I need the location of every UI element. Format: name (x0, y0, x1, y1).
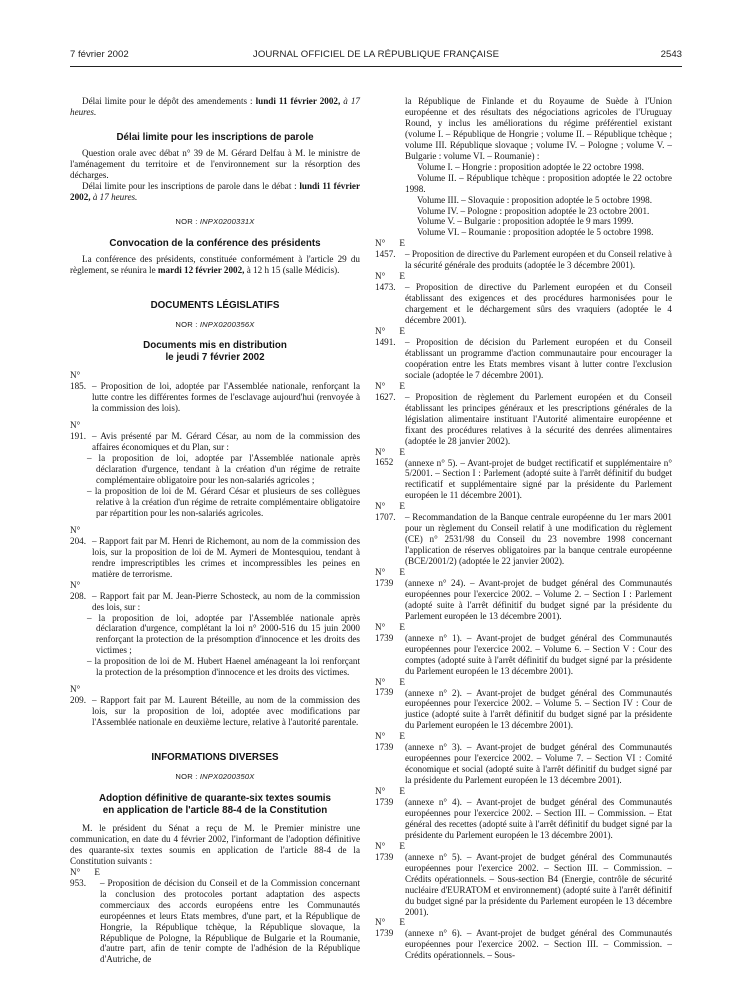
volume-6 (375, 227, 672, 238)
entry-e1739-annexe-4 (375, 786, 672, 841)
parole-deadline (70, 181, 360, 203)
entry-text: (annexe n° 24). – Avant-projet de budget général des Communautés européennes pour l'exercice 2002. – Volume 2. – Section I : Parlement (adopté suite à l'arrêt définitif du budget signé par la présidente du Parlement européen le 13 décembre 2001). (405, 577, 672, 621)
entry-e1707 (375, 501, 672, 567)
nor-reference-3 (70, 772, 360, 783)
entry-text: (annexe n° 2). – Avant-projet de budget général des Communautés européennes pour l'exercice 2002. – Volume 5. – Section IV : Cour de justice (adopté suite à l'arrêt définitif du budget signé par la présidente du Parlement européen le 13 décembre 2001). (405, 687, 672, 731)
volume-text: République tchèque : proposition adoptée le 22 octobre 1998. (405, 172, 672, 194)
header-date: 7 février 2002 (70, 49, 129, 60)
nor-code: INPX0200356X (199, 319, 255, 329)
entry-e1739-annexe-3 (375, 731, 672, 786)
entry-number: N° E 1739 (375, 840, 405, 862)
informations-heading: INFORMATIONS DIVERSES (151, 752, 279, 764)
page-header (70, 49, 682, 63)
entry-text: – Proposition de règlement du Parlement européen et du Conseil établissant les principes généraux et les prescriptions générales de la législation alimentaire instituant l'Autorité alimentaire européenne et fixant des procédures relatives à la sécurité des denrées alimentaires (adoptée le 28 janvier 2002). (405, 391, 672, 446)
volume-text: Hongrie : proposition adoptée le 22 octobre 1998. (461, 161, 644, 172)
entry-text: – Proposition de directive du Parlement européen et du Conseil établissant des exigences et des procédures harmonisées pour le chargement et le déchargement sûrs des vraquiers (adoptée le 4 décembre 2001). (405, 282, 672, 326)
entry-e1627 (375, 381, 672, 447)
entry-number: N° E 953. (70, 866, 100, 888)
entry-e1491 (375, 326, 672, 381)
nor-label: NOR : (175, 216, 200, 226)
entry-number: N° E 1739 (375, 621, 405, 643)
volume-1 (375, 162, 672, 173)
volume-label: Volume VI. – (417, 227, 469, 238)
entry-text: (annexe n° 3). – Avant-projet de budget général des Communautés européennes pour l'exercice 2002. – Volume 7. – Section VI : Comité économique et social (adopté suite à l'arrêt définitif du budget signé par la présidente du Parlement européen le 13 décembre 2001). (405, 742, 672, 786)
volume-text: Bulgarie : proposition adoptée le 9 mars 1999. (464, 216, 634, 227)
document-entry-e953 (70, 867, 360, 966)
journal-title: JOURNAL OFFICIEL DE LA RÉPUBLIQUE FRANÇAISE (252, 49, 500, 60)
nor-label: NOR : (175, 319, 200, 329)
document-entry-185 (70, 370, 360, 414)
entry-text: (annexe n° 1). – Avant-projet de budget général des Communautés européennes pour l'exercice 2002. – Volume 6. – Section V : Cour des comptes (adopté suite à l'arrêt définitif du budget signé par la présidente du Parlement européen le 13 décembre 2001). (405, 632, 672, 676)
entry-208-item-1: – la proposition de loi, adoptée par l'Assemblée nationale après déclaration d'urgence, complétant la loi n° 2000-516 du 15 juin 2000 renforçant la protection de la présomption d'innocence et les droits des victimes ; (87, 612, 360, 656)
entry-number: N° E 1739 (375, 917, 405, 939)
parole-deadline-time: à 17 heures. (92, 191, 138, 202)
parole-deadline-date: lundi 11 février 2002, (70, 180, 360, 202)
adoption-heading-line2: en application de l'article 88-4 de la Constitution (102, 804, 328, 816)
conference-date: mardi 12 février 2002, (157, 264, 245, 275)
volume-2 (375, 173, 672, 195)
documents-heading: DOCUMENTS LÉGISLATIFS (150, 299, 280, 311)
entry-text: – Proposition de décision du Parlement européen et du Conseil établissant un programme d'action communautaire pour encourager la coopération entre les Etats membres visant à lutter contre l'exclusion sociale (adoptée le 7 décembre 2001). (405, 336, 672, 380)
conference-text-a: La conférence des présidents, constituée conformément à l'article 29 du règlement, se réunira le (70, 253, 360, 275)
entry-number: N° 208. (70, 579, 86, 601)
document-entry-204 (70, 525, 360, 580)
nor-reference-2 (70, 320, 360, 331)
volume-3 (375, 195, 672, 206)
entry-number: N° E 1739 (375, 566, 405, 588)
entry-e1739-annexe-6 (375, 917, 672, 961)
nor-code: INPX0200331X (199, 216, 255, 226)
adoption-heading-line1: Adoption définitive de quarante-six textes soumis (99, 792, 331, 804)
entry-text: (annexe n° 5). – Avant-projet de budget rectificatif et supplémentaire n° 5/2001. – Section I : Parlement (adopté suite à l'arrêt définitif du budget rectificatif et supplémentaire signé par la présidente du Parlement européen le 11 décembre 2001). (405, 457, 672, 501)
entry-text: (annexe n° 5). – Avant-projet de budget général des Communautés européennes pour l'exercice 2002. – Section III. – Commission. – Crédits opérationnels. – Sous-section B4 (Energie, contrôle de sécurité nucléaire d'EURATOM et environnement) (adopté suite à l'arrêt définitif du budget signé par la présidente du Parlement européen le 13 décembre 2001). (405, 851, 672, 917)
entry-e1473 (375, 271, 672, 326)
entry-text: (annexe n° 6). – Avant-projet de budget général des Communautés européennes pour l'exercice 2002. – Section III. – Commission. – Crédits opérationnels. – Sous- (405, 928, 672, 961)
entry-e1739-annexe-1 (375, 622, 672, 677)
entry-text: – Rapport fait par M. Laurent Béteille, au nom de la commission des lois, sur la proposition de loi, adoptée avec modifications par l'Assemblée nationale en deuxième lecture, relative à l'autorité parentale. (92, 695, 360, 728)
entry-e1652 (375, 447, 672, 502)
parole-question: Question orale avec débat n° 39 de M. Gérard Delfau à M. le ministre de l'aménagement du territoire et de l'environnement sur la résorption des décharges. (70, 147, 360, 180)
entry-number: N° 209. (70, 684, 86, 706)
entry-text: – Proposition de décision du Conseil et de la Commission concernant la conclusion des protocoles portant adaptation des aspects commerciaux des accords européens entre les Communautés européennes et leurs Etats membres, d'une part, et la République de Hongrie, la République tchèque, la République slovaque, la République de Pologne, la République de Bulgarie et la Roumanie, d'autre part, afin de tenir compte de l'adhésion de la République d'Autriche, de (100, 877, 360, 965)
adoption-intro: M. le président du Sénat a reçu de M. le Premier ministre une communication, en date du 4 février 2002, l'informant de l'adoption définitive des quarante-six textes soumis en application de l'article 88-4 de la Constitution suivants : (70, 822, 360, 866)
entry-text: – Proposition de directive du Parlement européen et du Conseil relative à la sécurité générale des produits (adoptée le 3 décembre 2001). (405, 249, 672, 271)
entry-number: N° E 1491. (375, 326, 405, 347)
entry-number: N° E 1739 (375, 731, 405, 753)
entry-text: – Rapport fait par M. Henri de Richemont, au nom de la commission des lois, sur la proposition de loi de M. Aymeri de Montesquiou, tendant à rendre imprescriptibles les crimes et incompressibles les peines en matière de terrorisme. (92, 535, 360, 579)
amendments-label: Délai limite pour le dépôt des amendements : (82, 96, 256, 106)
nor-code: INPX0200350X (199, 772, 255, 782)
amendments-time: à 17 heures. (70, 96, 360, 117)
entry-text: – Avis présenté par M. Gérard César, au nom de la commission des affaires économiques et du Plan, sur : (92, 431, 360, 453)
entry-number: N° E 1707. (375, 501, 405, 523)
entry-e1739-annexe-2 (375, 677, 672, 732)
conference-text (70, 254, 360, 276)
entry-number: N° 185. (70, 370, 86, 392)
volume-label: Volume I. – (417, 161, 462, 172)
volume-text: Pologne : proposition adoptée le 23 octobre 2001. (467, 205, 650, 216)
entry-number: N° 204. (70, 524, 86, 546)
amendments-deadline (70, 96, 360, 118)
entry-e1457 (375, 238, 672, 271)
entry-text: – Rapport fait par M. Jean-Pierre Schosteck, au nom de la commission des lois, sur : (92, 590, 360, 612)
entry-number: N° E 1739 (375, 786, 405, 807)
volume-label: Volume II. – (417, 172, 467, 183)
entry-208-item-2: – la proposition de loi de M. Hubert Haenel aménageant la loi renforçant la protection de la présomption d'innocence et les droits des victimes. (87, 656, 360, 678)
entry-number: N° E 1457. (375, 238, 405, 260)
entry-text: (annexe n° 4). – Avant-projet de budget général des Communautés européennes pour l'exercice 2002. – Section III. – Commission. – Etat général des recettes (adopté suite à l'arrêt définitif du budget signé par la présidente du Parlement européen le 13 décembre 2001). (405, 797, 672, 840)
volume-4 (375, 206, 672, 217)
volume-text: Slovaquie : proposition adoptée le 5 octobre 1998. (468, 194, 653, 205)
left-column (70, 96, 360, 965)
entry-number: N° E 1652 (375, 446, 405, 468)
parole-deadline-label: Délai limite pour les inscriptions de parole dans le débat : (82, 180, 297, 191)
conference-heading: Convocation de la conférence des présidents (109, 237, 321, 249)
parole-heading: Délai limite pour les inscriptions de parole (116, 131, 314, 143)
entry-number: N° E 1739 (375, 676, 405, 698)
entry-191-item-2: – la proposition de loi de M. Gérard César et plusieurs de ses collègues relative à la création d'un régime de retraite complémentaire obligatoire par répartition pour les non-salariés agricoles. (87, 486, 360, 518)
volume-5 (375, 216, 672, 227)
conference-text-c: à 12 h 15 (salle Médicis). (244, 264, 340, 275)
nor-label: NOR : (175, 772, 200, 782)
entry-number: N° E 1627. (375, 380, 405, 402)
volume-text: Roumanie : proposition adoptée le 5 octobre 1998. (468, 227, 654, 238)
document-entry-209 (70, 684, 360, 728)
e953-continuation: la République de Finlande et du Royaume de Suède à l'Union européenne et des résultats des négociations agricoles de l'Uruguay Round, y inclus les améliorations du régime préférentiel existant (volume I. – République de Hongrie ; volume II. – République tchèque ; volume III. République slovaque ; volume IV. – Pologne ; volume V. – Bulgarie : volume VI. – Roumanie) : (405, 96, 672, 161)
entry-191-item-1: – la proposition de loi, adoptée par l'Assemblée nationale après déclaration d'urgence, tendant à la création d'un régime de retraite complémentaire obligatoire pour les non-salariés agricoles ; (87, 453, 360, 486)
distribution-heading-line1: Documents mis en distribution (143, 340, 287, 352)
entry-e1739-annexe-5 (375, 841, 672, 918)
right-column (375, 96, 672, 961)
nor-reference-1 (70, 217, 360, 228)
header-rule (70, 66, 682, 67)
amendments-date: lundi 11 février 2002, (255, 96, 341, 106)
entry-number: N° 191. (70, 420, 86, 442)
entry-text: – Recommandation de la Banque centrale européenne du 1er mars 2001 pour un règlement du Conseil relatif à une modification du règlement (CE) n° 2531/98 du Conseil du 23 novembre 1998 concernant l'application de réserves obligatoires par la banque centrale européenne (BCE/2001/2) (adoptée le 22 janvier 2002). (405, 512, 672, 567)
page-number: 2543 (660, 49, 682, 60)
document-entry-191 (70, 420, 360, 453)
document-entry-208 (70, 580, 360, 613)
distribution-heading-line2: le jeudi 7 février 2002 (165, 352, 265, 364)
volume-label: Volume V. – (417, 216, 465, 227)
volume-label: Volume III. – (417, 194, 469, 205)
entry-text: – Proposition de loi, adoptée par l'Assemblée nationale, renforçant la lutte contre les différentes formes de l'esclavage aujourd'hui (renvoyée à la commission des lois). (92, 381, 360, 414)
volume-label: Volume IV. – (417, 205, 468, 216)
entry-e1739-annexe-24 (375, 567, 672, 622)
entry-number: N° E 1473. (375, 271, 405, 293)
